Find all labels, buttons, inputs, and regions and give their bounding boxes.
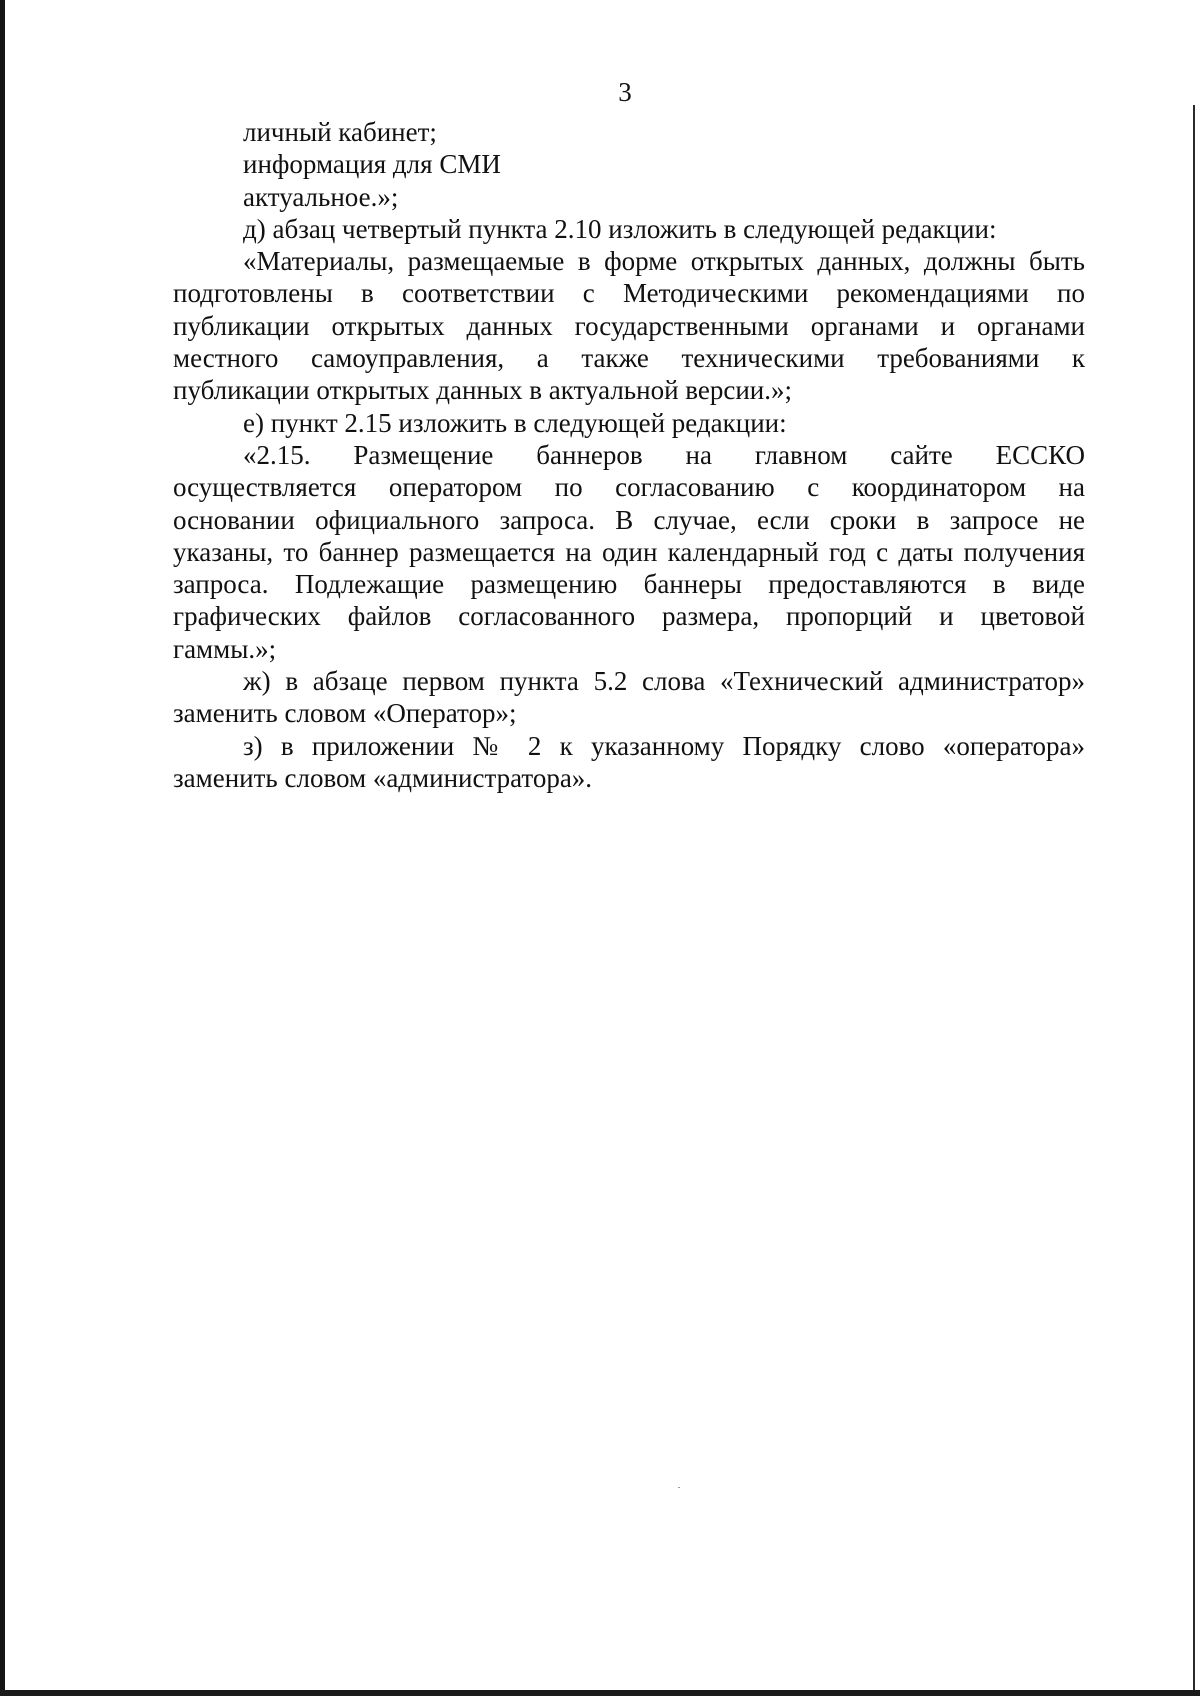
text-line: гаммы.»; <box>173 633 277 664</box>
text-line: запроса. Подлежащие размещению баннеры предоставляются в виде <box>173 569 1085 600</box>
text-line: информация для СМИ <box>243 149 501 180</box>
text-line: графических файлов согласованного размера, пропорций и цветовой <box>173 601 1085 632</box>
text-line: публикации открытых данных в актуальной версии.»; <box>173 375 792 406</box>
scan-edge-bottom <box>0 1690 1200 1696</box>
text-line: осуществляется оператором по согласованию с координатором на <box>173 472 1085 503</box>
document-body <box>173 116 1085 794</box>
text-line: подготовлены в соответствии с Методическими рекомендациями по <box>173 278 1085 309</box>
text-line: «2.15. Размещение баннеров на главном сайте ЕССКО <box>243 439 1085 470</box>
text-line: з) в приложении № 2 к указанному Порядку слово «оператора» <box>243 730 1085 761</box>
page-number: 3 <box>618 77 632 107</box>
text-line: д) абзац четвертый пункта 2.10 изложить в следующей редакции: <box>243 213 997 244</box>
text-line: публикации открытых данных государственными органами и органами <box>173 310 1085 341</box>
text-line: местного самоуправления, а также техническими требованиями к <box>173 343 1085 374</box>
text-line: «Материалы, размещаемые в форме открытых данных, должны быть <box>243 246 1085 277</box>
scan-edge-right <box>1193 105 1195 1696</box>
text-line: актуальное.»; <box>243 181 399 212</box>
scan-edge-left <box>0 0 5 1696</box>
text-line: заменить словом «администратора». <box>173 762 593 793</box>
text-line: основании официального запроса. В случае, если сроки в запросе не <box>173 504 1085 535</box>
text-line: е) пункт 2.15 изложить в следующей редакции: <box>243 407 787 438</box>
text-line: личный кабинет; <box>243 117 437 147</box>
scan-speck <box>678 1487 680 1488</box>
text-line: указаны, то баннер размещается на один календарный год с даты получения <box>173 536 1085 567</box>
text-line: заменить словом «Оператор»; <box>173 698 517 729</box>
text-line: ж) в абзаце первом пункта 5.2 слова «Технический администратор» <box>243 666 1085 697</box>
